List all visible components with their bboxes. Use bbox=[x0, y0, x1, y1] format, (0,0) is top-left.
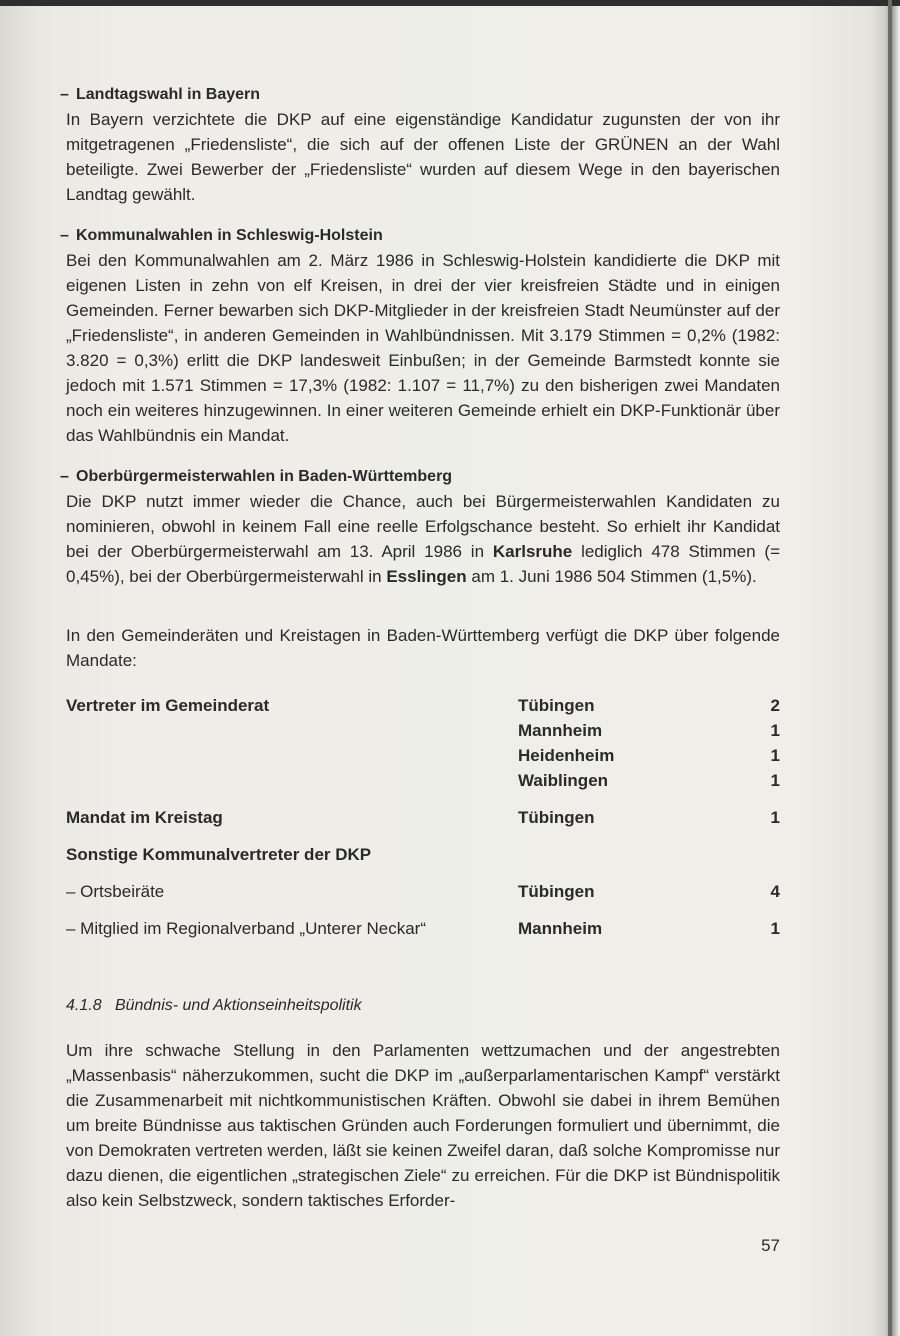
section-heading: Oberbürgermeisterwahlen in Baden-Württemberg bbox=[76, 468, 453, 485]
section-heading: Kommunalwahlen in Schleswig-Holstein bbox=[76, 227, 383, 244]
table-row bbox=[66, 916, 780, 941]
heading-dash: – bbox=[60, 86, 69, 103]
ortsbeiraete-label: – Ortsbeiräte bbox=[66, 882, 165, 901]
sonstige-label: Sonstige Kommunalvertreter der DKP bbox=[66, 845, 372, 864]
city-cell: Tübingen bbox=[518, 882, 595, 901]
mandates-intro: In den Gemeinderäten und Kreistagen in Baden-Württemberg verfügt die DKP über folgende Mandate: bbox=[66, 626, 780, 670]
section-landtagswahl-bayern bbox=[60, 82, 780, 207]
table-row bbox=[66, 842, 780, 867]
text-fragment: Die DKP nutzt immer wieder die Chance, auch bei Bürgermeisterwahlen Kandidaten zu nominieren, obwohl in keinem Fall eine reelle Erfolgschance besteht. So erhielt ihr Kandidat bei der Oberbürgermeisterwahl am 13. April 1986 in bbox=[66, 492, 780, 561]
table-row bbox=[66, 718, 780, 743]
page-number: 57 bbox=[761, 1236, 780, 1255]
kreistag-label: Mandat im Kreistag bbox=[66, 808, 223, 827]
section-text bbox=[66, 489, 780, 589]
city-cell: Mannheim bbox=[518, 919, 603, 938]
section-text: In Bayern verzichtete die DKP auf eine eigenständige Kandidatur zugunsten der von ihr mitgetragenen „Friedensliste“, die sich auf der offenen Liste der GRÜNEN an der Wahl beteiligte. Zwei Bewerber der „Friedensliste“ wurden auf diesem Wege in den bayerischen Landtag gewählt. bbox=[66, 110, 780, 204]
text-fragment: am 1. Juni 1986 504 Stimmen (1,5%). bbox=[466, 567, 757, 586]
subsection-heading bbox=[66, 993, 780, 1018]
heading-dash: – bbox=[60, 468, 69, 485]
scan-top-edge bbox=[0, 0, 900, 6]
count-cell: 1 bbox=[770, 771, 780, 790]
mandates-table bbox=[66, 693, 780, 941]
page-content bbox=[60, 82, 781, 1213]
count-cell: 1 bbox=[770, 721, 780, 740]
count-cell: 2 bbox=[770, 696, 780, 715]
city-cell: Tübingen bbox=[518, 696, 595, 715]
subsection-text: Um ihre schwache Stellung in den Parlamenten wettzumachen und der angestrebten „Massenbasis“ näherzukommen, sucht die DKP im „außerparlamentarischen Kampf“ verstärkt die Zusammenarbeit mit nichtkommunistischen Kräften. Obwohl sie dabei in ihrem Bemühen um breite Bündnisse aus taktischen Gründen auch Forderungen formuliert und übernimmt, die von Demokraten vertreten werden, läßt sie keinen Zweifel daran, daß solche Kompromisse nur dazu dienen, die eigentlichen „strategischen Ziele“ zu erreichen. Für die DKP ist Bündnispolitik also kein Selbstzweck, sondern taktisches Erforder- bbox=[66, 1041, 780, 1210]
section-heading: Landtagswahl in Bayern bbox=[76, 86, 261, 103]
city-karlsruhe: Karlsruhe bbox=[492, 542, 573, 561]
count-cell: 4 bbox=[770, 882, 780, 901]
city-cell: Waiblingen bbox=[518, 771, 609, 790]
city-cell: Mannheim bbox=[518, 721, 603, 740]
city-cell: Tübingen bbox=[518, 808, 595, 827]
city-cell: Heidenheim bbox=[518, 746, 615, 765]
section-ob-wahlen-bw bbox=[60, 464, 781, 589]
subsection-number: 4.1.8 bbox=[66, 997, 102, 1014]
gemeinderat-label: Vertreter im Gemeinderat bbox=[66, 696, 270, 715]
table-row bbox=[66, 768, 780, 793]
subsection-title: Bündnis- und Aktionseinheitspolitik bbox=[114, 997, 362, 1014]
count-cell: 1 bbox=[770, 919, 780, 938]
heading-dash: – bbox=[60, 227, 69, 244]
table-row bbox=[66, 693, 780, 718]
regionalverband-label: – Mitglied im Regionalverband „Unterer Neckar“ bbox=[66, 919, 426, 938]
count-cell: 1 bbox=[770, 808, 780, 827]
table-row bbox=[66, 743, 780, 768]
count-cell: 1 bbox=[770, 746, 780, 765]
table-row bbox=[66, 879, 780, 904]
section-kommunalwahlen-sh bbox=[60, 223, 780, 448]
city-esslingen: Esslingen bbox=[386, 567, 467, 586]
section-text: Bei den Kommunalwahlen am 2. März 1986 in Schleswig-Holstein kandidierte die DKP mit eigenen Listen in zehn von elf Kreisen, in drei der vier kreisfreien Städte und in einigen Gemeinden. Ferner bewarben sich DKP-Mitglieder in der kreisfreien Stadt Neumünster auf der „Friedensliste“, in anderen Gemeinden in Wahlbündnissen. Mit 3.179 Stimmen = 0,2% (1982: 3.820 = 0,3%) erlitt die DKP landesweit Einbußen; in der Gemeinde Barmstedt konnte sie jedoch mit 1.571 Stimmen = 17,3% (1982: 1.107 = 11,7%) zu den bisherigen zwei Mandaten noch ein weiteres hinzugewinnen. In einer weiteren Gemeinde erhielt ein DKP-Funktionär über das Wahlbündnis ein Mandat. bbox=[66, 251, 780, 445]
text-fragment: lediglich 478 Stimmen (= 0,45%), bei der Oberbürgermeisterwahl in bbox=[66, 542, 781, 586]
table-row bbox=[66, 805, 780, 830]
book-spine-edge bbox=[888, 0, 892, 1336]
